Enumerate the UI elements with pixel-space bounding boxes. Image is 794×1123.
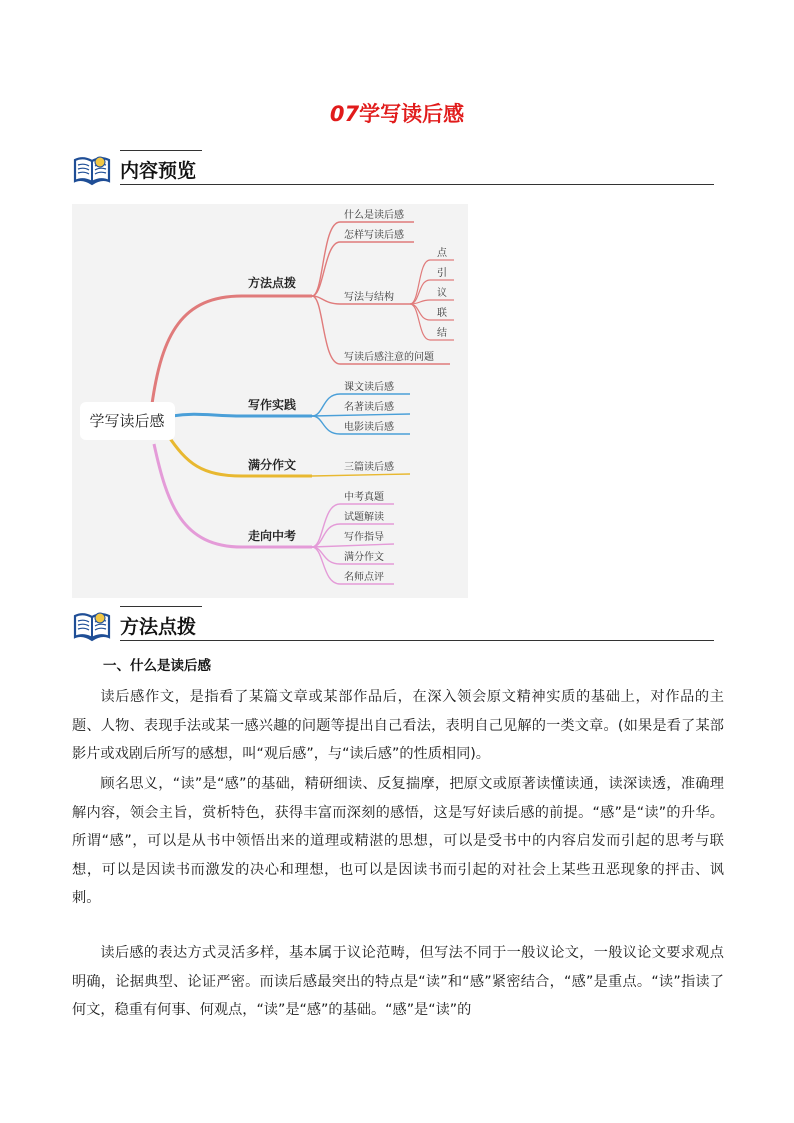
leaf-item: 名师点评 xyxy=(344,572,384,583)
leaf-item: 试题解读 xyxy=(344,512,384,523)
leaf-item: 满分作文 xyxy=(344,552,384,563)
document-title xyxy=(0,98,794,128)
point-item: 引 xyxy=(437,268,447,279)
point-item: 联 xyxy=(437,308,447,319)
leaf-item: 电影读后感 xyxy=(344,422,394,433)
section-title: 内容预览 xyxy=(120,160,197,182)
leaf-item: 写作指导 xyxy=(344,532,384,543)
leaf-item: 名著读后感 xyxy=(344,402,394,413)
section-header-method xyxy=(72,606,724,646)
open-book-icon xyxy=(72,154,112,186)
section-title: 方法点拨 xyxy=(120,616,197,638)
branch1-label: 方法点拨 xyxy=(247,276,297,290)
leaf-structure: 写法与结构 xyxy=(344,292,394,303)
open-book-icon xyxy=(72,610,112,642)
leaf-notes: 写读后感注意的问题 xyxy=(344,352,434,363)
point-item: 议 xyxy=(437,288,447,299)
subheading: 一、什么是读后感 xyxy=(103,658,211,674)
leaf-what: 什么是读后感 xyxy=(344,210,404,221)
title-text: 学写读后感 xyxy=(359,102,465,126)
header-rule xyxy=(120,184,714,185)
mindmap-root-label: 学写读后感 xyxy=(89,412,165,430)
paragraph: 顾名思义，“读”是“感”的基础，精研细读、反复揣摩，把原文或原著读懂读通，读深读透，准确理解内容，领会主旨，赏析特色，获得丰富而深刻的感悟，这是写好读后感的前提。“感”是“读”的升华。所谓“感”，可以是从书中领悟出来的道理或精湛的思想，可以是受书中的内容启发而引起的思考与联想，可以是因读书而激发的决心和理想，也可以是因读书而引起的对社会上某些丑恶现象的抨击、讽刺。 xyxy=(72,776,724,906)
header-top-line xyxy=(120,150,202,151)
branch2-label: 写作实践 xyxy=(247,398,297,412)
leaf-item: 三篇读后感 xyxy=(344,462,394,473)
paragraph: 读后感作文，是指看了某篇文章或某部作品后，在深入领会原文精神实质的基础上，对作品的主题、人物、表现手法或某一感兴趣的问题等提出自己看法，表明自己见解的一类文章。(如果是看了某部影片或戏剧后所写的感想，叫“观后感”，与“读后感”的性质相同)。 xyxy=(72,689,724,762)
header-top-line xyxy=(120,606,202,607)
point-item: 结 xyxy=(437,328,447,339)
section-header-preview xyxy=(72,150,724,190)
branch4-label: 走向中考 xyxy=(247,529,297,543)
leaf-how: 怎样写读后感 xyxy=(344,230,404,241)
branch3-label: 满分作文 xyxy=(247,458,297,472)
mindmap xyxy=(72,204,468,598)
paragraph: 读后感的表达方式灵活多样，基本属于议论范畴，但写法不同于一般议论文，一般议论文要求观点明确，论据典型、论证严密。而读后感最突出的特点是“读”和“感”紧密结合，“感”是重点。“读”指读了何文，稳重有何事、何观点，“读”是“感”的基础。“感”是“读”的 xyxy=(72,945,724,1018)
leaf-item: 课文读后感 xyxy=(344,382,394,393)
point-item: 点 xyxy=(437,248,447,259)
title-number: 07 xyxy=(329,102,360,126)
header-rule xyxy=(120,640,714,641)
leaf-item: 中考真题 xyxy=(344,492,384,503)
